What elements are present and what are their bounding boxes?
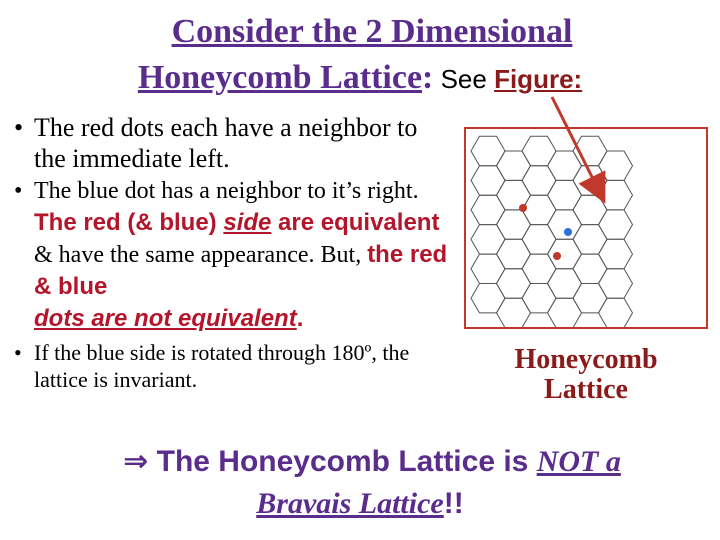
bullet-marker: • <box>14 340 22 365</box>
hexagon-cell <box>548 151 582 180</box>
title-text-1: Consider the 2 Dimensional <box>171 13 573 50</box>
caption-line-2: Lattice <box>544 374 628 405</box>
bullet-2-text-c: side <box>223 209 272 236</box>
hexagon-cell <box>599 298 633 327</box>
figure-caption <box>486 345 686 405</box>
title-text-2: Honeycomb Lattice <box>137 59 423 96</box>
title-colon: : <box>422 59 434 96</box>
see-text: See <box>433 64 495 94</box>
hexagon-cell <box>497 269 531 298</box>
hexagon-cell <box>573 166 607 196</box>
hexagon-cell <box>471 225 505 255</box>
conclusion-line-1 <box>12 443 720 481</box>
bullet-3 <box>14 339 454 393</box>
hexagon-cell <box>599 180 633 210</box>
blue-dot <box>564 228 572 236</box>
bullet-1-text: The red dots each have a neighbor to the immediate left. <box>34 113 418 173</box>
red-dot <box>519 204 527 212</box>
conclusion-line-2 <box>0 485 720 523</box>
hexagon-cell <box>471 166 505 196</box>
bullet-2-text-g: dots are not equivalent <box>34 305 297 332</box>
hexagon-cell <box>497 151 531 180</box>
conclusion-text-d: !! <box>443 487 464 520</box>
honeycomb-figure <box>464 127 708 329</box>
red-dot <box>553 252 561 260</box>
hexagon-cell <box>522 254 556 283</box>
hexagon-cell <box>548 298 582 327</box>
hexagon-cell <box>599 239 633 268</box>
hexagon-cell <box>471 136 505 165</box>
hexagon-cell <box>548 269 582 298</box>
figure-link-text: Figure: <box>494 64 583 94</box>
bullet-marker: • <box>14 178 23 204</box>
bullet-2-text-e: & have the same appearance. But, <box>34 242 368 268</box>
conclusion-text-b: NOT a <box>536 445 621 478</box>
hexagon-cell <box>599 210 633 239</box>
hexagon-cell <box>522 195 556 224</box>
implies-arrow-icon: ⇒ <box>123 444 149 479</box>
bullet-2-text-a: The blue dot has a neighbor to it’s right. <box>34 178 419 204</box>
hexagon-cell <box>573 195 607 224</box>
bullet-marker: • <box>14 113 24 142</box>
hexagon-cell <box>548 210 582 239</box>
hexagon-cell <box>522 284 556 313</box>
hexagon-cell <box>573 254 607 283</box>
bullet-2-text-d: are equivalent <box>271 209 440 236</box>
hexagon-cell <box>573 284 607 313</box>
hexagon-cell <box>471 254 505 283</box>
hexagon-cell <box>599 269 633 298</box>
bullet-list <box>14 112 454 393</box>
bullet-1 <box>14 112 454 174</box>
hexagon-cell <box>471 195 505 224</box>
hexagon-cell <box>548 239 582 268</box>
hexagon-cell <box>497 210 531 239</box>
hexagon-cell <box>573 225 607 255</box>
bullet-3-text: If the blue side is rotated through 180º, the lattice is invariant. <box>34 340 410 392</box>
caption-line-1: Honeycomb <box>514 344 658 375</box>
hexagon-cell <box>573 136 607 165</box>
hexagon-cell <box>522 166 556 196</box>
bullet-2-text-f: the red & blue <box>34 241 448 300</box>
honeycomb-lattice-drawing <box>466 129 706 327</box>
hexagon-cell <box>522 225 556 255</box>
conclusion-text-c: Bravais Lattice <box>256 487 444 520</box>
hexagon-cell <box>497 298 531 327</box>
title-line-1 <box>12 12 720 52</box>
title-line-2 <box>0 58 720 99</box>
hexagon-cell <box>471 284 505 313</box>
bullet-2-text-h: . <box>296 305 304 332</box>
bullet-2 <box>14 176 454 335</box>
hexagon-cell <box>599 151 633 180</box>
bullet-2-text-b: The red (& blue) <box>34 209 224 236</box>
hexagon-cell <box>522 136 556 165</box>
hexagon-cell <box>497 239 531 268</box>
hexagon-cell <box>548 180 582 210</box>
conclusion-text-a: The Honeycomb Lattice is <box>148 445 537 478</box>
